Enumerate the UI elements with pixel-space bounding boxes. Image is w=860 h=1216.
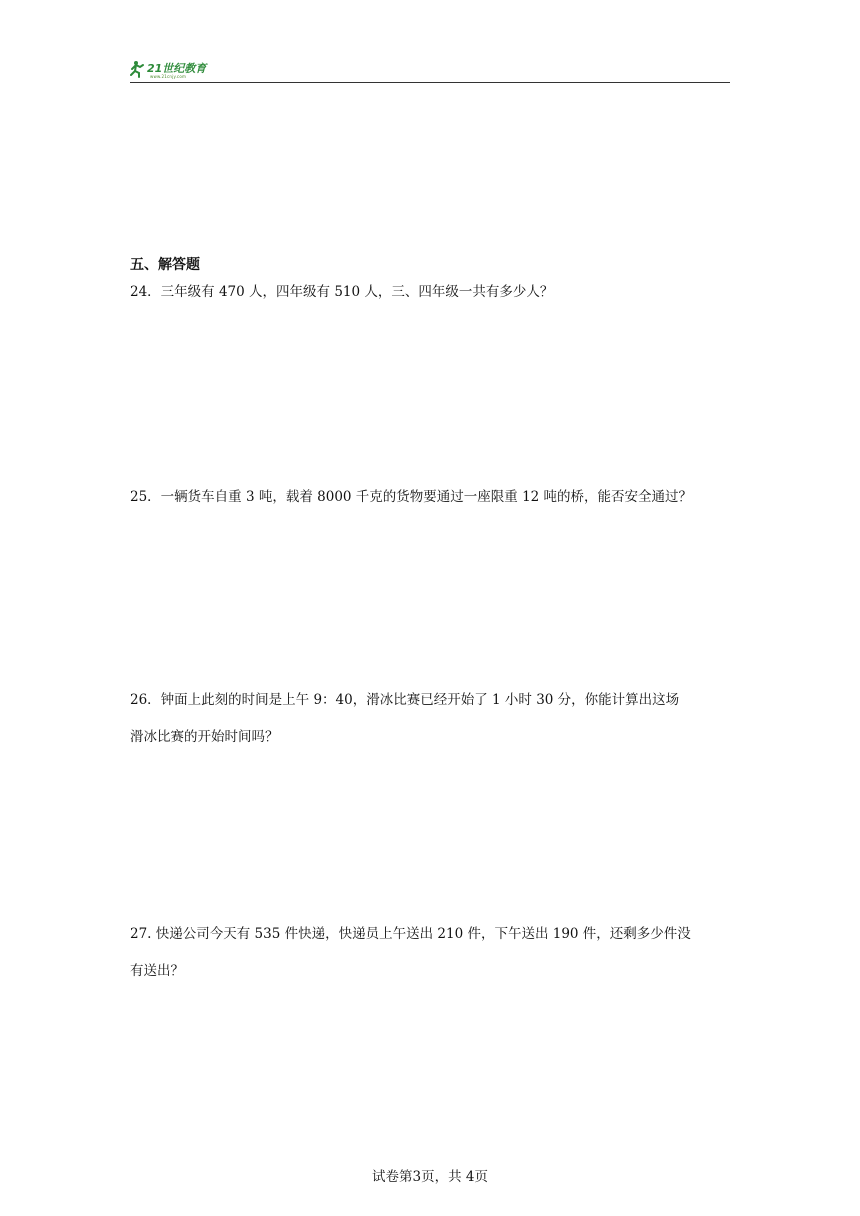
question-line: 25．一辆货车自重 3 吨，载着 8000 千克的货物要通过一座限重 12 吨的桥，能否安全通过？ — [130, 489, 693, 505]
page-header — [130, 56, 730, 83]
question-line: 26．钟面上此刻的时间是上午 9：40，滑冰比赛已经开始了 1 小时 30 分，你能计算出这场 — [130, 692, 680, 708]
question-25 — [130, 479, 730, 516]
question-line: 有送出？ — [130, 963, 184, 979]
runner-icon — [131, 61, 143, 77]
question-line: 27. 快递公司今天有 535 件快递，快递员上午送出 210 件，下午送出 190 件，还剩多少件没 — [130, 926, 691, 942]
logo-url: www.21cnjy.com — [150, 74, 187, 79]
question-26 — [130, 682, 730, 756]
question-27 — [130, 916, 730, 990]
page-footer: 试卷第3页，共 4页 — [372, 1169, 488, 1185]
question-line: 24．三年级有 470 人，四年级有 510 人，三、四年级一共有多少人？ — [130, 284, 554, 300]
logo-21cnjy — [130, 60, 230, 80]
question-line: 滑冰比赛的开始时间吗？ — [130, 729, 279, 745]
question-24 — [130, 274, 730, 311]
logo-text: 21世纪教育 — [147, 62, 207, 75]
section-title: 五、解答题 — [130, 257, 200, 273]
